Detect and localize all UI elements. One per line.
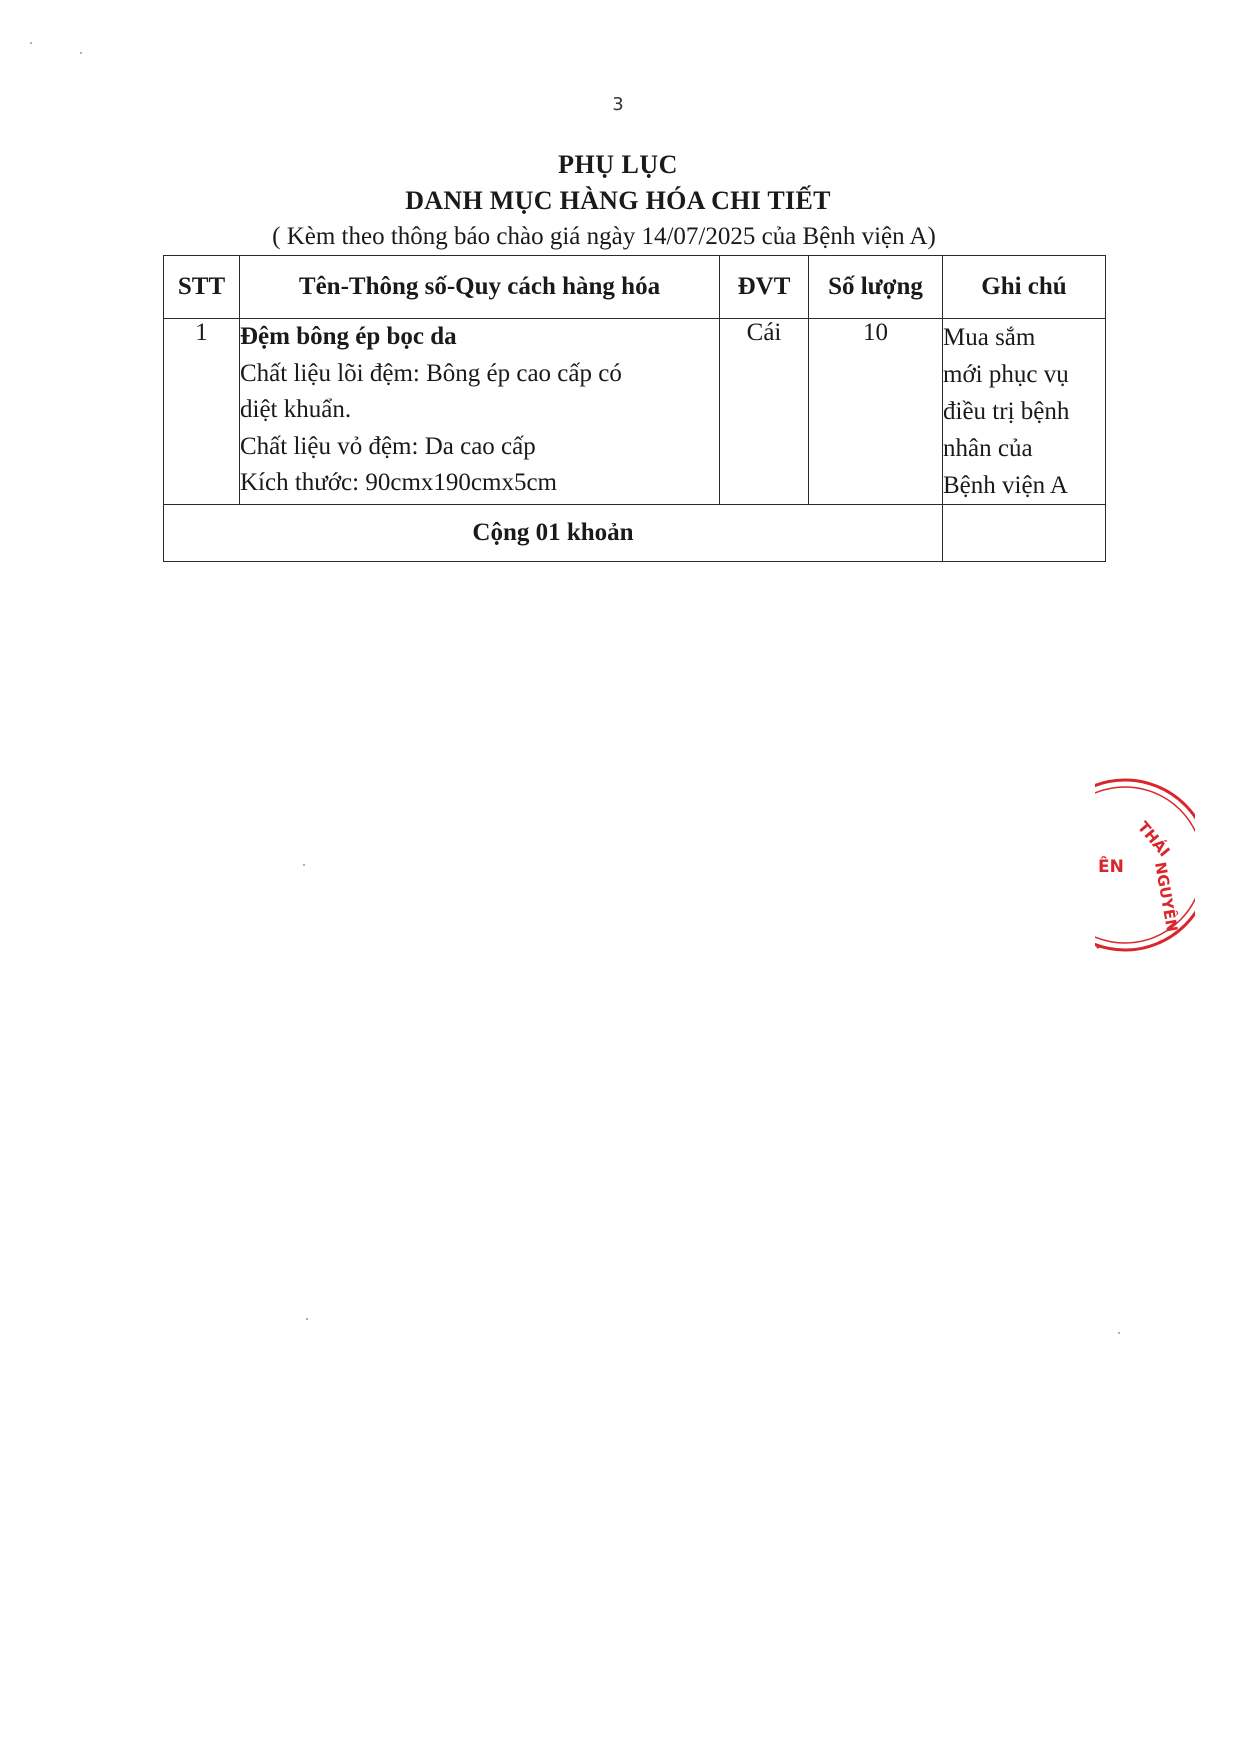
seal-stamp-graphic [1095,765,1195,965]
scan-speck [30,42,32,44]
svg-text:THÁI: THÁI [1133,818,1174,861]
header-name: Tên-Thông số-Quy cách hàng hóa [240,256,720,319]
total-label: Cộng 01 khoản [164,505,943,562]
row-item-spec [240,319,720,505]
table-row [164,319,1106,505]
note-line: Bệnh viện A [943,472,1068,499]
note-line: Mua sắm [943,324,1036,351]
row-quantity: 10 [809,319,943,505]
goods-table [163,255,1106,562]
total-note-cell [943,505,1106,562]
header-note: Ghi chú [943,256,1106,319]
spec-line: Kích thước: 90cmx190cmx5cm [240,469,557,496]
spec-line: diệt khuẩn. [240,396,352,423]
row-stt: 1 [164,319,240,505]
attachment-note: ( Kèm theo thông báo chào giá ngày 14/07/2025 của Bệnh viện A) [272,223,936,250]
scan-speck [303,864,305,866]
note-line: nhân của [943,435,1033,462]
note-line: điều trị bệnh [943,398,1070,425]
scan-speck [306,1318,308,1320]
header-quantity: Số lượng [809,256,943,319]
header-stt: STT [164,256,240,319]
scan-speck [80,52,82,54]
spec-line: Chất liệu lõi đệm: Bông ép cao cấp có [240,359,622,387]
spec-line: Chất liệu vỏ đệm: Da cao cấp [240,432,536,460]
row-unit: Cái [720,319,809,505]
svg-text:ÊN: ÊN [1098,857,1124,877]
list-title: DANH MỤC HÀNG HÓA CHI TIẾT [405,186,831,215]
svg-text:NGUYÊN: NGUYÊN [1151,860,1182,934]
total-row [164,505,1106,562]
table-header-row [164,256,1106,319]
note-line: mới phục vụ [943,361,1069,388]
appendix-title: PHỤ LỤC [558,150,678,179]
row-note [943,319,1106,505]
header-unit: ĐVT [720,256,809,319]
page-number: 3 [612,94,624,115]
scan-speck [1118,1332,1120,1334]
seal-stamp [1095,765,1195,965]
item-title: Đệm bông ép bọc da [240,323,457,350]
